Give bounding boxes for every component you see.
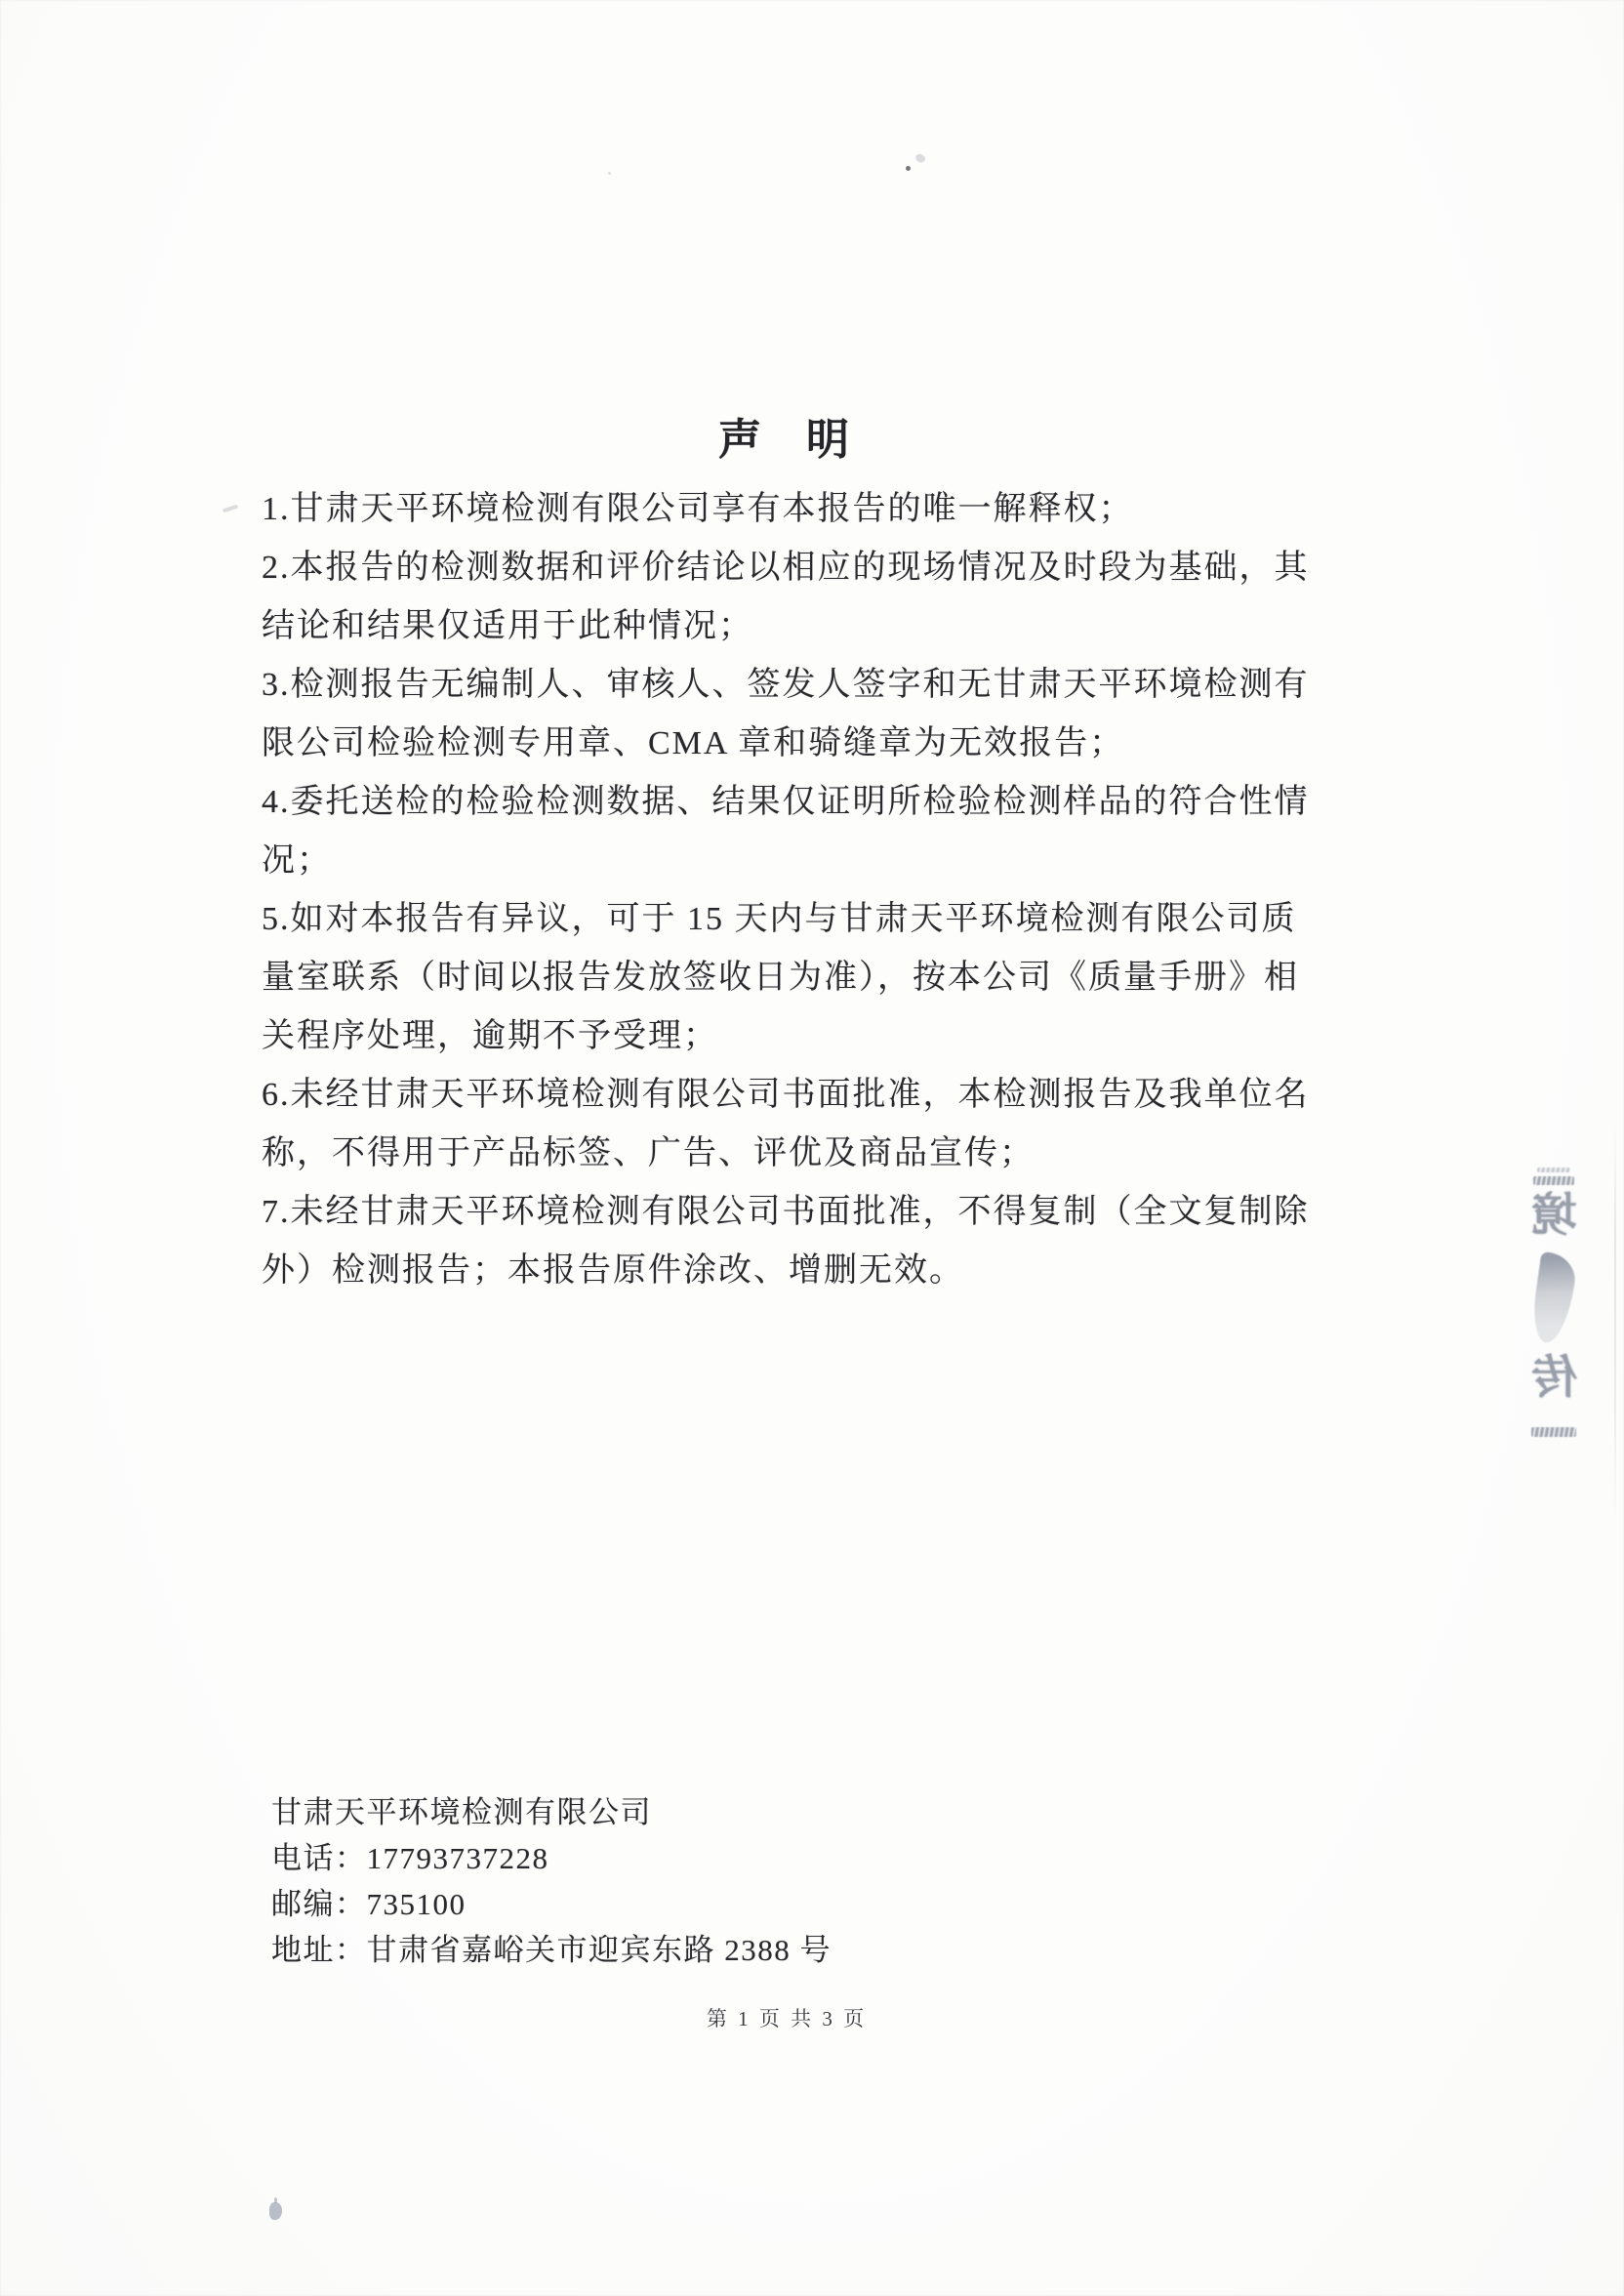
address-line: 地址：甘肃省嘉峪关市迎宾东路 2388 号	[271, 1933, 832, 1967]
statement-line: 7.未经甘肃天平环境检测有限公司书面批准，不得复制（全文复制除	[262, 1194, 1310, 1230]
statement-line: 结论和结果仅适用于此种情况；	[262, 608, 753, 644]
contact-block	[271, 1789, 832, 1973]
page-title: 声明	[718, 416, 894, 464]
phone-line: 电话：17793737228	[271, 1841, 549, 1875]
seal-character-top: 境	[1530, 1191, 1577, 1242]
ink-spot	[269, 2202, 282, 2220]
seal-bleedthrough-fragment	[1528, 1168, 1579, 1437]
statement-line: 称，不得用于产品标签、广告、评优及商品宣传；	[262, 1135, 1035, 1171]
scan-edge-artifact	[1614, 1123, 1616, 1523]
statement-line: 量室联系（时间以报告发放签收日为准），按本公司《质量手册》相	[262, 960, 1299, 996]
scan-speck	[906, 166, 911, 171]
statement-line: 2.本报告的检测数据和评价结论以相应的现场情况及时段为基础，其	[262, 550, 1310, 586]
statement-body	[262, 480, 1345, 1300]
statement-line: 外）检测报告；本报告原件涂改、增删无效。	[262, 1252, 964, 1289]
statement-line: 5.如对本报告有异议，可于 15 天内与甘肃天平环境检测有限公司质	[262, 901, 1297, 937]
seal-emblem-shape	[1529, 1251, 1578, 1345]
seal-edge-mark	[1537, 1168, 1570, 1172]
statement-line: 6.未经甘肃天平环境检测有限公司书面批准，本检测报告及我单位名	[262, 1077, 1310, 1113]
statement-line: 3.检测报告无编制人、审核人、签发人签字和无甘肃天平环境检测有	[262, 667, 1310, 703]
statement-line: 关程序处理，逾期不予受理；	[262, 1018, 718, 1054]
seal-edge-mark	[1533, 1176, 1574, 1185]
seal-edge-mark	[1531, 1427, 1576, 1437]
statement-line: 4.委托送检的检验检测数据、结果仅证明所检验检测样品的符合性情	[262, 784, 1310, 820]
statement-line: 限公司检验检测专用章、CMA 章和骑缝章为无效报告；	[262, 725, 1125, 761]
scan-speck	[914, 152, 927, 164]
statement-line: 1.甘肃天平环境检测有限公司享有本报告的唯一解释权；	[262, 491, 1134, 527]
page-number-footer: 第 1 页 共 3 页	[706, 2007, 868, 2030]
scan-speck	[223, 505, 238, 513]
statement-line: 况；	[262, 842, 332, 879]
postcode-line: 邮编：735100	[271, 1887, 467, 1921]
scan-speck	[608, 172, 611, 175]
seal-character-bottom: 传	[1530, 1353, 1577, 1404]
ink-spot	[274, 2197, 277, 2203]
company-name: 甘肃天平环境检测有限公司	[271, 1795, 652, 1829]
